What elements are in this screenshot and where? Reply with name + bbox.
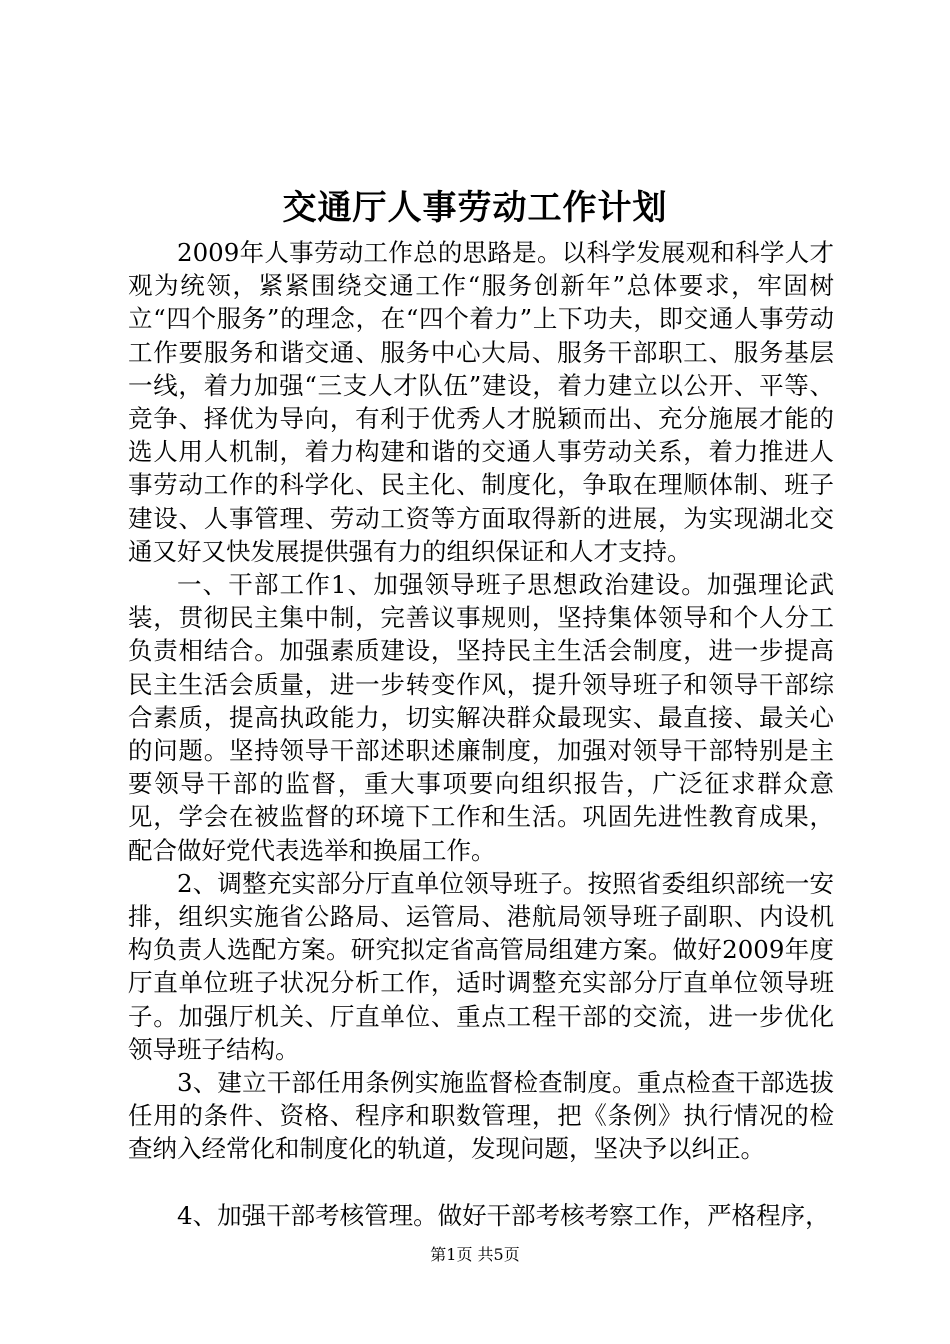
paragraph-cadre-work: 一、干部工作1、加强领导班子思想政治建设。加强理论武装，贯彻民主集中制，完善议事规则，坚持集体领导和个人分工负责相结合。加强素质建设，坚持民主生活会制度，进一步提高民主生活会质量，进一步转变作风，提升领导班子和领导干部综合素质，提高执政能力，切实解决群众最现实、最直接、最关心的问题。坚持领导干部述职述廉制度，加强对领导干部特别是主要领导干部的监督，重大事项要向组织报告，广泛征求群众意见，学会在被监督的环境下工作和生活。巩固先进性教育成果，配合做好党代表选举和换届工作。 [128, 570, 834, 865]
paragraph-intro: 2009年人事劳动工作总的思路是。以科学发展观和科学人才观为统领，紧紧围绕交通工作“服务创新年”总体要求，牢固树立“四个服务”的理念，在“四个着力”上下功夫，即交通人事劳动工作要服务和谐交通、服务中心大局、服务干部职工、服务基层一线，着力加强“三支人才队伍”建设，着力建立以公开、平等、竞争、择优为导向，有利于优秀人才脱颖而出、充分施展才能的选人用人机制，着力构建和谐的交通人事劳动关系，着力推进人事劳动工作的科学化、民主化、制度化，争取在理顺体制、班子建设、人事管理、劳动工资等方面取得新的进展，为实现湖北交通又好又快发展提供强有力的组织保证和人才支持。 [128, 238, 834, 566]
paragraph-adjust-leadership: 2、调整充实部分厅直单位领导班子。按照省委组织部统一安排，组织实施省公路局、运管局、港航局领导班子副职、内设机构负责人选配方案。研究拟定省高管局组建方案。做好2009年度厅直单位班子状况分析工作，适时调整充实部分厅直单位领导班子。加强厅机关、厅直单位、重点工程干部的交流，进一步优化领导班子结构。 [128, 868, 834, 1064]
document-title: 交通厅人事劳动工作计划 [282, 188, 668, 228]
document-body [128, 236, 834, 1232]
paragraph-assessment: 4、加强干部考核管理。做好干部考核考察工作，严格程序， [177, 1200, 830, 1230]
paragraph-supervision-system: 3、建立干部任用条例实施监督检查制度。重点检查干部选拔任用的条件、资格、程序和职数管理，把《条例》执行情况的检查纳入经常化和制度化的轨道，发现问题，坚决予以纠正。 [128, 1068, 834, 1164]
page-footer: 第1页 共5页 [430, 1245, 520, 1264]
